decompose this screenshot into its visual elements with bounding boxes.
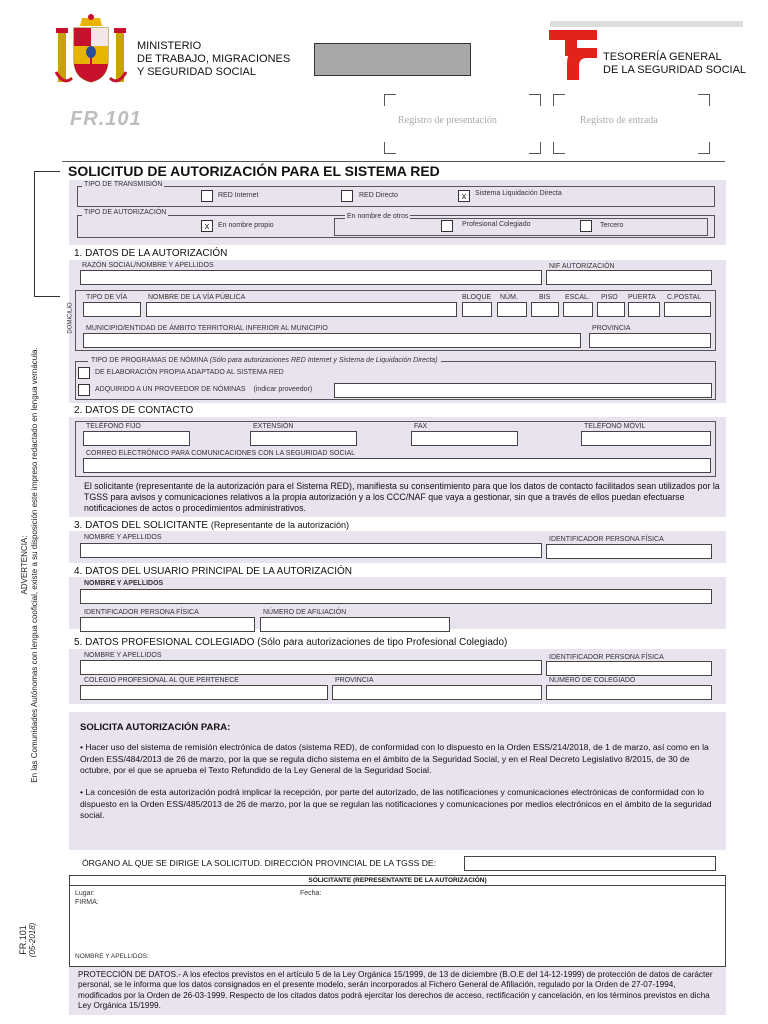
corner-mark — [698, 142, 710, 154]
transmision-legend: TIPO DE TRANSMISIÓN — [84, 181, 163, 188]
bloque-input[interactable] — [462, 302, 492, 317]
s5-colegio-label: COLEGIO PROFESIONAL AL QUE PERTENECE — [84, 677, 239, 684]
s3-nombre-label: NOMBRE Y APELLIDOS — [84, 534, 162, 541]
s4-afiliacion-label: NÚMERO DE AFILIACIÓN — [263, 609, 347, 616]
tercero-label: Tercero — [600, 222, 624, 229]
adquirido-checkbox[interactable] — [78, 384, 90, 396]
num-label: NÚM. — [500, 294, 518, 301]
nif-input[interactable] — [546, 270, 712, 285]
autorizacion-legend: TIPO DE AUTORIZACIÓN — [84, 209, 167, 216]
telefono-input[interactable] — [83, 431, 190, 446]
nomina-legend-text: TIPO DE PROGRAMAS DE NÓMINA — [91, 357, 208, 364]
razon-label: RAZÓN SOCIAL/NOMBRE Y APELLIDOS — [82, 262, 214, 269]
s5-nombre-label: NOMBRE Y APELLIDOS — [84, 652, 162, 659]
movil-label: TELÉFONO MÓVIL — [584, 423, 646, 430]
escal-label: ESCAL. — [565, 294, 590, 301]
firma-header-rule — [69, 885, 726, 886]
provincia-input[interactable] — [589, 333, 711, 348]
piso-label: PISO — [601, 294, 618, 301]
advertencia-label: ADVERTENCIA: — [20, 535, 29, 595]
section-5-title-text: 5. DATOS PROFESIONAL COLEGIADO — [74, 637, 255, 648]
nombre-via-input[interactable] — [146, 302, 457, 317]
s5-nombre-input[interactable] — [80, 660, 542, 675]
coat-of-arms-icon — [52, 12, 130, 90]
s5-colegio-input[interactable] — [80, 685, 328, 700]
firma-label: FIRMA: — [75, 899, 99, 906]
s4-identificador-input[interactable] — [80, 617, 255, 632]
organo-input[interactable] — [464, 856, 716, 871]
nombre-via-label: NOMBRE DE LA VÍA PÚBLICA — [148, 294, 246, 301]
s5-colegiado-input[interactable] — [546, 685, 712, 700]
domicilio-label: DOMICILIO — [67, 302, 74, 334]
corner-mark — [698, 94, 710, 106]
municipio-input[interactable] — [83, 333, 581, 348]
organo-label: ÓRGANO AL QUE SE DIRIGE LA SOLICITUD. DIRECCIÓN PROVINCIAL DE LA TGSS DE: — [82, 858, 437, 868]
s5-provincia-input[interactable] — [332, 685, 542, 700]
colegiado-checkbox[interactable] — [441, 220, 453, 232]
fecha-label: Fecha: — [300, 890, 322, 897]
cpostal-label: C.POSTAL — [667, 294, 702, 301]
tgss-name — [603, 51, 746, 77]
municipio-label: MUNICIPIO/ENTIDAD DE ÁMBITO TERRITORIAL INFERIOR AL MUNICIPIO — [86, 325, 328, 332]
registro-entrada: Registro de entrada — [580, 115, 658, 126]
title-rule — [62, 161, 725, 162]
razon-input[interactable] — [80, 270, 542, 285]
extension-label: EXTENSIÓN — [253, 423, 294, 430]
tgss-line-1: TESORERÍA GENERAL — [603, 51, 722, 63]
s3-nombre-input[interactable] — [80, 543, 542, 558]
corner-mark — [384, 94, 396, 106]
provincia-label: PROVINCIA — [592, 325, 631, 332]
corner-mark — [553, 142, 565, 154]
corner-mark — [529, 142, 541, 154]
correo-label: CORREO ELECTRÓNICO PARA COMUNICACIONES CON LA SEGURIDAD SOCIAL — [86, 450, 356, 457]
adquirido-text: ADQUIRIDO A UN PROVEEDOR DE NÓMINAS — [95, 386, 246, 393]
otros-legend: En nombre de otros — [347, 213, 409, 220]
tipo-via-input[interactable] — [83, 302, 141, 317]
nombre-propio-label: En nombre propio — [218, 222, 274, 229]
advertencia-side — [20, 330, 40, 800]
bis-label: BIS — [539, 294, 551, 301]
liquidacion-directa-checkbox[interactable]: x — [458, 190, 470, 202]
corner-mark — [529, 94, 541, 106]
nif-label: NIF AUTORIZACIÓN — [549, 263, 615, 270]
advertencia-text: En las Comunidades Autónomas con lengua cooficial, existe a su disposición este impreso redactado en lengua vernácula. — [30, 347, 39, 783]
tgss-line-2: DE LA SEGURIDAD SOCIAL — [603, 64, 747, 76]
num-input[interactable] — [497, 302, 527, 317]
escal-input[interactable] — [563, 302, 593, 317]
fax-label: FAX — [414, 423, 428, 430]
ministry-name — [137, 40, 290, 79]
header-grey-box — [314, 43, 471, 76]
side-date: (05-2018) — [28, 922, 37, 958]
elaboracion-label: DE ELABORACIÓN PROPIA ADAPTADO AL SISTEMA RED — [95, 369, 284, 376]
tercero-checkbox[interactable] — [580, 220, 592, 232]
form-code: FR.101 — [70, 108, 142, 130]
section-1-title: 1. DATOS DE LA AUTORIZACIÓN — [74, 248, 228, 259]
solicita-item-2: • La concesión de esta autorización podrá implicar la recepción, por parte del autorizado, de las notificaciones y comunicaciones electrónicas de conformidad con lo dispuesto en la Orden ESS/485/2013 de 26 de marzo, por la que se regulan las notificaciones y comunicaciones por medios electrónicos en el ámbito de la seguridad social. — [80, 787, 712, 820]
section-2-title: 2. DATOS DE CONTACTO — [74, 405, 194, 416]
s5-identificador-input[interactable] — [546, 661, 712, 676]
ministry-line-3: Y SEGURIDAD SOCIAL — [137, 66, 256, 78]
section-3-title — [74, 520, 349, 531]
puerta-input[interactable] — [628, 302, 660, 317]
puerta-label: PUERTA — [628, 294, 656, 301]
elaboracion-checkbox[interactable] — [78, 367, 90, 379]
nomina-legend — [88, 357, 441, 364]
red-directo-checkbox[interactable] — [341, 190, 353, 202]
s3-identificador-label: IDENTIFICADOR PERSONA FÍSICA — [549, 536, 664, 543]
solicita-item-1: • Hacer uso del sistema de remisión electrónica de datos (sistema RED), de conformidad con lo dispuesto en la Orden ESS/214/2018, de 1 de marzo, así como en la Orden ESS/484/2013 de 26 de marzo, por la que se regula dicho sistema en el ámbito de la Seguridad Social, y en el Real Decreto Legislativo 8/2015, de 30 de octubre, por el que se aprueba el Texto Refundido de la Ley General de la Seguridad Social. — [80, 742, 709, 775]
s5-identificador-label: IDENTIFICADOR PERSONA FÍSICA — [549, 654, 664, 661]
proveedor-input[interactable] — [334, 383, 712, 398]
s4-nombre-input[interactable] — [80, 589, 712, 604]
adquirido-label — [95, 386, 312, 393]
bloque-label: BLOQUE — [462, 294, 492, 301]
telefono-label: TELÉFONO FIJO — [86, 423, 141, 430]
tgss-logo-icon — [549, 30, 597, 80]
corner-mark — [384, 142, 396, 154]
extension-input[interactable] — [250, 431, 357, 446]
red-internet-label: RED Internet — [218, 192, 259, 199]
ministry-line-1: MINISTERIO — [137, 40, 202, 52]
s4-identificador-label: IDENTIFICADOR PERSONA FÍSICA — [84, 609, 199, 616]
red-internet-checkbox[interactable] — [201, 190, 213, 202]
indicar-proveedor: (indicar proveedor) — [253, 386, 313, 393]
nomina-note: (Sólo para autorizaciones RED Internet y Sistema de Liquidación Directa) — [209, 357, 438, 364]
movil-input[interactable] — [581, 431, 711, 446]
firma-nombre-label: NOMBRE Y APELLIDOS: — [75, 953, 149, 960]
bis-input[interactable] — [531, 302, 559, 317]
section-4-title: 4. DATOS DEL USUARIO PRINCIPAL DE LA AUTORIZACIÓN — [74, 566, 353, 577]
firma-header: SOLICITANTE (REPRESENTANTE DE LA AUTORIZACIÓN) — [308, 877, 487, 884]
consent-text: El solicitante (representante de la autorización para el Sistema RED), manifiesta su consentimiento para que los datos de contacto facilitados sean utilizados por la TGSS para avisos y comunicaciones relativos a la propia autorización y a los CCC/NAF que vaya a gestionar, sin que a través de ellos puedan efectuarse notificaciones de actos o procedimientos administrativos. — [84, 481, 720, 513]
corner-mark — [553, 94, 565, 106]
form-title: SOLICITUD DE AUTORIZACIÓN PARA EL SISTEMA RED — [68, 163, 440, 179]
section-3-note: (Representante de la autorización) — [210, 520, 349, 530]
tipo-via-label: TIPO DE VÍA — [86, 294, 128, 301]
colegiado-label: Profesional Colegiado — [462, 221, 531, 228]
top-rule — [550, 21, 743, 27]
nombre-propio-checkbox[interactable]: x — [201, 220, 213, 232]
proteccion-text: PROTECCIÓN DE DATOS.- A los efectos previstos en el artículo 5 de la Ley Orgánica 15/1999, de 13 de diciembre (B.O.E del 14-12-1999) de protección de datos de carácter personal, se le informa que los datos consignados en el presente modelo, serán incorporados al Fichero General de Afiliación, regulado por la Orden de 27-07-1994, modificados por la Orden de 26-03-1999. Respecto de los citados datos podrá ejercitar los derechos de acceso, rectificación y cancelación, en los términos previstos en dicha Ley Orgánica 15/1999. — [78, 970, 713, 1011]
firma-box — [69, 875, 726, 967]
section-5-title — [74, 637, 507, 648]
s4-nombre-label: NOMBRE Y APELLIDOS — [84, 580, 164, 587]
solicita-title: SOLICITA AUTORIZACIÓN PARA: — [80, 722, 231, 733]
piso-input[interactable] — [597, 302, 625, 317]
side-form-code — [18, 905, 38, 975]
side-code: FR.101 — [18, 925, 28, 955]
section-3-title-text: 3. DATOS DEL SOLICITANTE — [74, 520, 209, 531]
section-5-note: (Sólo para autorizaciones de tipo Profesional Colegiado) — [257, 637, 508, 648]
correo-input[interactable] — [83, 458, 711, 473]
liquidacion-directa-label: Sistema Liquidación Directa — [475, 190, 562, 197]
registro-presentacion: Registro de presentación — [398, 115, 497, 126]
fax-input[interactable] — [411, 431, 518, 446]
s5-colegiado-label: NÚMERO DE COLEGIADO — [549, 677, 636, 684]
s5-provincia-label: PROVINCIA — [335, 677, 374, 684]
cpostal-input[interactable] — [664, 302, 711, 317]
ministry-line-2: DE TRABAJO, MIGRACIONES — [137, 53, 291, 65]
s4-afiliacion-input[interactable] — [260, 617, 450, 632]
side-bracket — [34, 171, 60, 297]
lugar-label: Lugar: — [75, 890, 95, 897]
red-directo-label: RED Directo — [359, 192, 398, 199]
s3-identificador-input[interactable] — [546, 544, 712, 559]
